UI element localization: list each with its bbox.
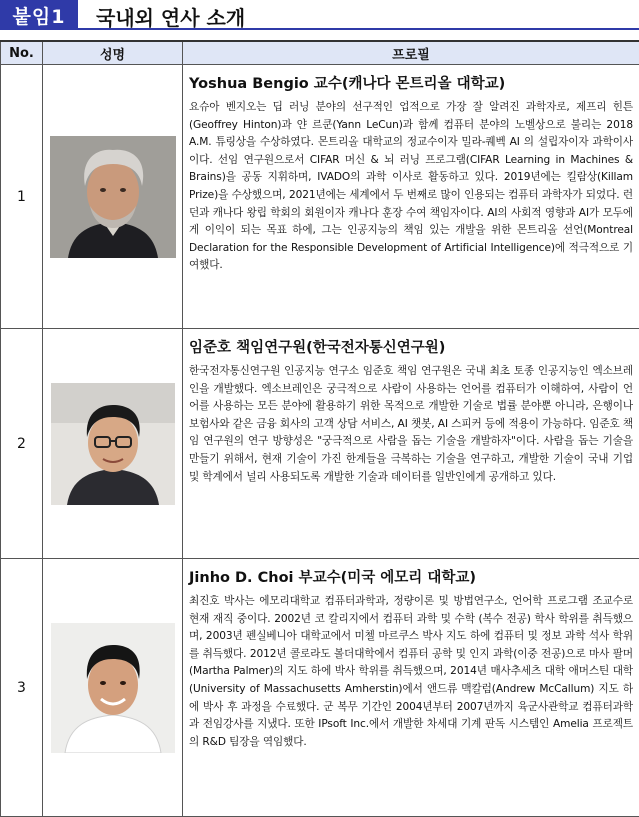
speaker-name: Yoshua Bengio 교수(캐나다 몬트리올 대학교): [189, 72, 633, 93]
profile-cell: [183, 65, 639, 329]
speaker-photo-cell: [43, 65, 183, 329]
title-underline: [78, 28, 639, 30]
row-number: 2: [1, 329, 43, 559]
speaker-photo-cell: [43, 559, 183, 817]
profile-cell: [183, 329, 639, 559]
row-number: 3: [1, 559, 43, 817]
column-header-profile: 프로필: [183, 41, 639, 65]
speaker-photo-bengio: [50, 136, 176, 258]
speaker-bio: 요슈아 벤지오는 딥 러닝 분야의 선구적인 업적으로 가장 잘 알려진 과학자로, 제프리 힌튼(Geoffrey Hinton)과 얀 르쿤(Yann LeCun)과 함께 컴퓨터 분야의 노벨상으로 불리는 2018 A.M. 튜링상을 수상하였다. 몬트리올 대학교의 정교수이자 밀라-퀘벡 AI 의 설립자이자 과학이사이다. 선임 연구원으로서 CIFAR 머신 & 뇌 러닝 프로그램(CIFAR Learning in Machines & Brains)을 공동 지휘하며, IVADO의 과학 이사로 활동하고 있다. 2019년에는 킬람상(Killam Prize)을 수상했으며, 2021년에는 세계에서 두 번째로 많이 인용되는 컴퓨터 과학자가 되었다. 런던과 캐나다 왕립 학회의 회원이자 캐나다 훈장 수여 책임자이다. AI의 사회적 영향과 AI가 모두에게 이익이 되는 목표 하에, 그는 인공지능의 책임 있는 개발을 위한 몬트리올 선언(Montreal Declaration for the Responsible Development of Artificial Intelligence)에 적극적으로 기여했다.: [189, 99, 633, 275]
speaker-photo-lim: [51, 383, 175, 505]
table-header-row: [1, 41, 639, 65]
table-row: [1, 65, 639, 329]
column-header-no: No.: [1, 41, 43, 65]
speaker-bio: 최진호 박사는 에모리대학교 컴퓨터과학과, 정량이론 및 방법연구소, 언어학 프로그램 조교수로 현재 재직 중이다. 2002년 코 칼리지에서 컴퓨터 과학 및 수학 (복수 전공) 학사 학위를 취득했으며, 2003년 펜실베니아 대학교에서 미첼 마르쿠스 박사 지도 하에 컴퓨터 및 정보 과학 석사 학위를 취득했다. 2012년 콜로라도 볼더대학에서 컴퓨터 공학 및 인지 과학(이중 전공)으로 마사 팔머(Martha Palmer)의 지도 하에 박사 학위를 취득했으며, 2014년 매사추세츠 대학 애머스틴 대학(University of Massachusetts Amherstin)에서 앤드류 맥칼럼(Andrew McCallum) 지도 하에 박사 후 과정을 수료했다. 군 복무 기간인 2004년부터 2007년까지 육군사관학교 컴퓨터과학과 전임강사를 지냈다. 또한 IPsoft Inc.에서 개발한 차세대 기계 판독 시스템인 Amelia 프로젝트의 R&D 팀장을 역임했다.: [189, 593, 633, 751]
speaker-table: [0, 40, 639, 817]
speaker-bio: 한국전자통신연구원 인공지능 연구소 임준호 책임 연구원은 국내 최초 토종 인공지능인 엑소브레인을 개발했다. 엑소브레인은 궁극적으로 사람이 사용하는 언어를 컴퓨터가 이해하여, 사람이 언어를 사용하는 모든 분야에 활용하기 위한 목적으로 개발한 기술로 법률 분야뿐 아니라, 은행이나 보험사와 같은 금융 회사의 고객 상담 서비스, AI 챗봇, AI 스피커 등에 적용이 가능하다. 임준호 책임 연구원의 연구 방향성은 "궁극적으로 사람을 돕는 기술을 개발하자"이다. 사람을 돕는 기술을 만들기 위해서, 현재 기술이 가진 한계들을 극복하는 기술을 연구하고, 개발한 기술이 국내 기업 및 학계에서 널리 사용되도록 개발한 기술과 데이터를 일반인에게 공개하고 있다.: [189, 363, 633, 486]
table-row: [1, 329, 639, 559]
profile-cell: [183, 559, 639, 817]
speaker-photo-choi: [51, 623, 175, 753]
row-number: 1: [1, 65, 43, 329]
speaker-name: Jinho D. Choi 부교수(미국 에모리 대학교): [189, 566, 633, 587]
page-header: [0, 0, 639, 36]
table-row: [1, 559, 639, 817]
page-title: 국내외 연사 소개: [96, 2, 245, 31]
speaker-photo-cell: [43, 329, 183, 559]
column-header-name: 성명: [43, 41, 183, 65]
attachment-badge: 붙임1: [0, 0, 78, 30]
speaker-name: 임준호 책임연구원(한국전자통신연구원): [189, 336, 633, 357]
